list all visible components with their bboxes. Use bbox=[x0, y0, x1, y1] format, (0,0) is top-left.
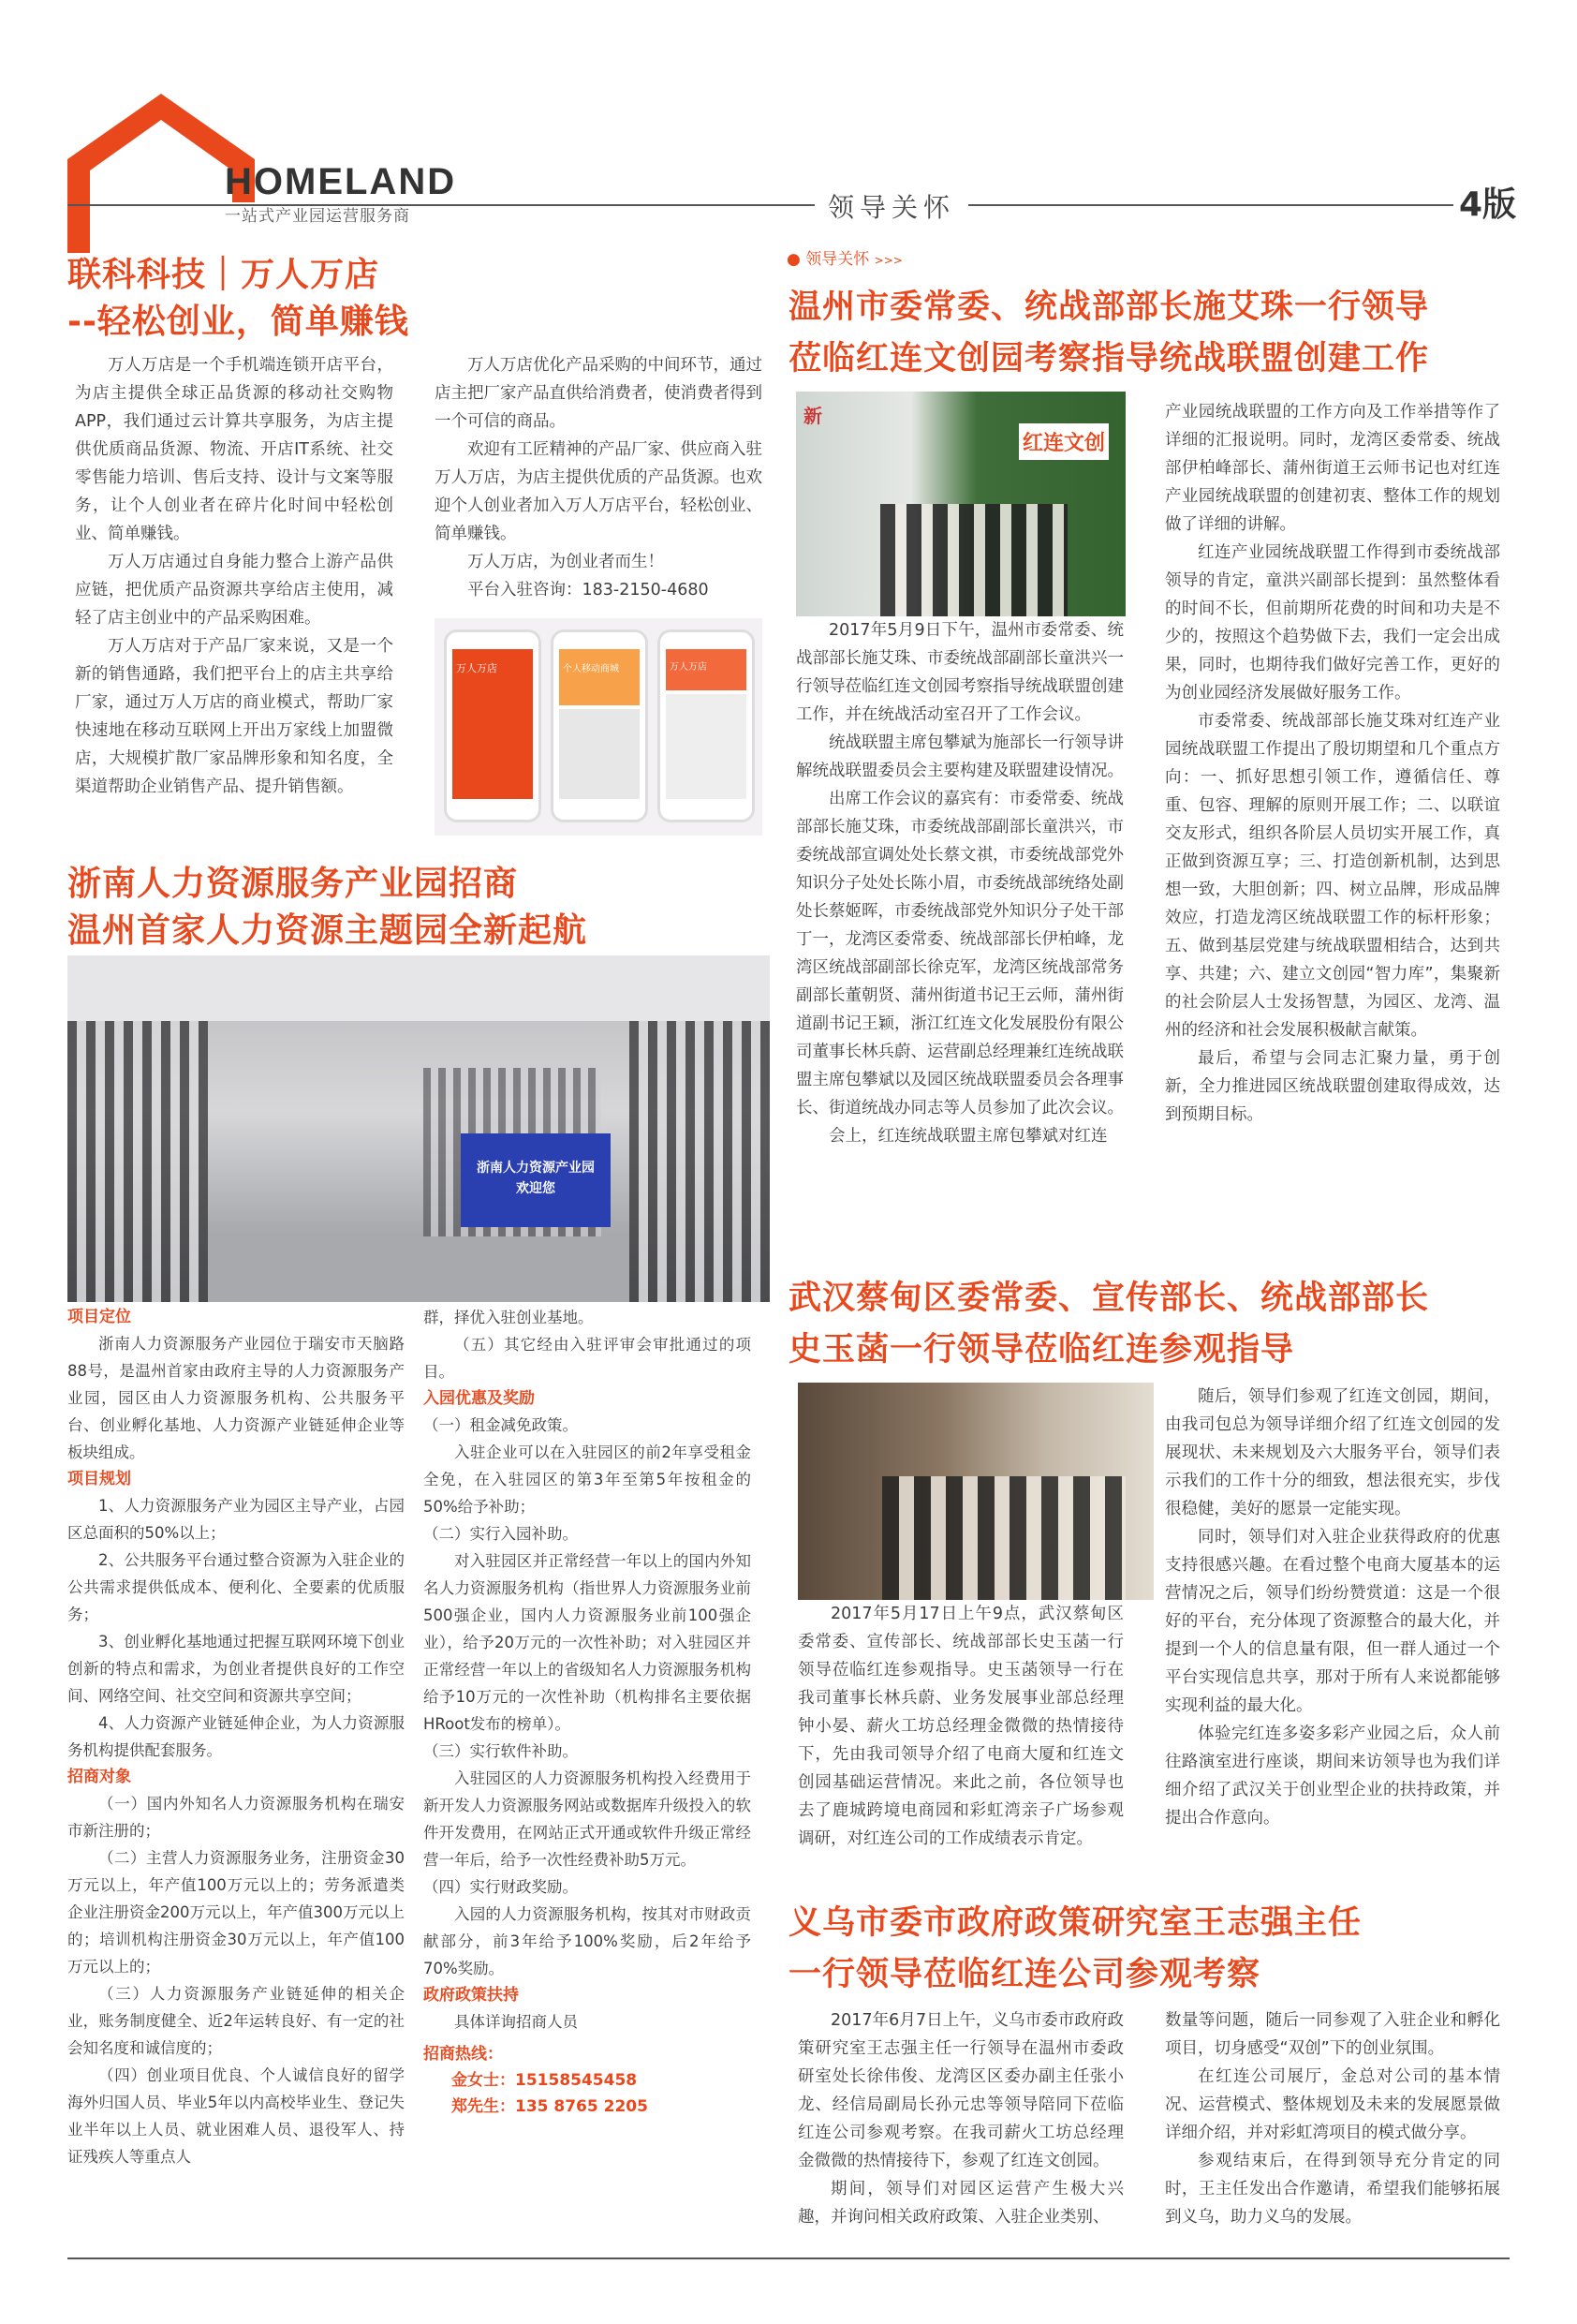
b1-column-2 bbox=[1165, 398, 1500, 1129]
b3-para: 2017年6月7日上午，义乌市委市政府政策研究室王志强主任一行领导在温州市委政研室处长徐伟俊、龙湾区区委办副主任张小龙、经信局副局长孙元忠等领导陪同下莅临红连公司参观考察。在我司薪火工坊总经理金微微的热情接待下，参观了红连文创园。 bbox=[798, 2011, 1124, 2170]
b1-para: 出席工作会议的嘉宾有：市委常委、统战部部长施艾珠，市委统战部副部长童洪兴，市委统战部宣调处处长蔡文祺，市委统战部党外知识分子处处长陈小眉，市委统战部统络处副处长蔡姬晖，市委统战部党外知识分子处干部丁一，龙湾区委常委、统战部部长伊柏峰，龙湾区统战部副部长徐克军，龙湾区统战部常务副部长董朝贤、蒲州街道书记王云师，蒲州街道副书记王颖，浙江红连文化发展股份有限公司董事长林兵蔚、运营副总经理兼红连统战联盟主席包攀斌以及园区统战联盟委员会各理事长、街道统战办同志等人员参加了此次会议。 bbox=[796, 790, 1124, 1118]
page-number: 4版 bbox=[1453, 178, 1522, 226]
b3-para: 期间，领导们对园区运营产生极大兴趣，并询问相关政府政策、入驻企业类别、 bbox=[798, 2180, 1124, 2227]
app-phones-image bbox=[435, 618, 762, 836]
section-tag bbox=[787, 245, 903, 269]
a1-title-line2: --轻松创业，简单赚钱 bbox=[67, 303, 409, 341]
a1-para: 万人万店对于产品厂家来说，又是一个新的销售通路，我们把平台上的店主共享给厂家，通过万人万店的商业模式，帮助厂家快速地在移动互联网上开出万家线上加盟微店，大规模扩散厂家品牌形象和知名度，全渠道帮助企业销售产品、提升销售额。 bbox=[75, 637, 393, 796]
a2-para: （二）实行入园补助。 bbox=[423, 1525, 578, 1543]
b3-title-line2: 一行领导莅临红连公司参观考察 bbox=[788, 1956, 1261, 1993]
welcome-screen bbox=[461, 1133, 611, 1227]
a2-column-2 bbox=[423, 1304, 751, 2120]
b1-para: 产业园统战联盟的工作方向及工作举措等作了详细的汇报说明。同时，龙湾区委常委、统战部伊柏峰部长、蒲州街道王云师书记也对红连产业园统战联盟的创建初衷、整体工作的规划做了详细的讲解。 bbox=[1165, 403, 1500, 534]
b2-column-1 bbox=[798, 1600, 1124, 1853]
a2-subheading: 入园优惠及奖励 bbox=[423, 1389, 535, 1408]
a1-column-2 bbox=[435, 351, 762, 604]
brand-name: HOMELAND bbox=[225, 161, 457, 202]
a1-contact: 平台入驻咨询：183-2150-4680 bbox=[467, 581, 709, 600]
a2-para: 具体详询招商人员 bbox=[454, 2013, 578, 2031]
a2-para: 浙南人力资源服务产业园位于瑞安市天脑路88号，是温州首家由政府主导的人力资源服务产业园，园区由人力资源服务机构、公共服务平台、创业孵化基地、人力资源产业链延伸企业等板块组成。 bbox=[67, 1335, 405, 1461]
b2-para: 同时，领导们对入驻企业获得政府的优惠支持很感兴趣。在看过整个电商大厦基本的运营情况之后，领导们纷纷赞赏道：这是一个很好的平台，充分体现了资源整合的最大化，并提到一个人的信息量有限，但一群人通过一个平台实现信息共享，那对于所有人来说都能够实现利益的最大化。 bbox=[1165, 1528, 1500, 1715]
phone-label: 万人万店 bbox=[456, 662, 497, 674]
a2-subheading: 政府政策扶持 bbox=[423, 1986, 519, 2005]
a2-para: （二）主营人力资源服务业务，注册资金30万元以上，年产值100万元以上的；劳务派遣类企业注册资金200万元以上，年产值300万元以上的；培训机构注册资金30万元以上，年产值100万元以上的； bbox=[67, 1849, 405, 1976]
b1-para: 红连产业园统战联盟工作得到市委统战部领导的肯定，童洪兴副部长提到：虽然整体看的时间不长，但前期所花费的时间和功夫是不少的，按照这个趋势做下去，我们一定会出成果，同时，也期待我们做好完善工作，更好的为创业园经济发展做好服务工作。 bbox=[1165, 543, 1500, 703]
a2-para: 群，择优入驻创业基地。 bbox=[423, 1309, 594, 1326]
section-tag-label: 领导关怀 bbox=[805, 250, 870, 269]
a2-para: 入园的人力资源服务机构，按其对市财政贡献部分，前3年给予100%奖励，后2年给予70%奖励。 bbox=[423, 1905, 751, 1977]
a2-para: （三）人力资源服务产业链延伸的相关企业，账务制度健全、近2年运转良好、有一定的社会知名度和诚信度的； bbox=[67, 1985, 405, 2057]
footer-rule bbox=[67, 2257, 1510, 2259]
hotline-heading: 招商热线： bbox=[423, 2045, 503, 2064]
a1-column-1 bbox=[75, 351, 393, 801]
masthead-rule bbox=[67, 204, 1510, 206]
a2-para: （五）其它经由入驻评审会审批通过的项目。 bbox=[423, 1336, 751, 1381]
b2-para: 2017年5月17日上午9点，武汉蔡甸区委常委、宣传部长、统战部部长史玉菡一行领导莅临红连参观指导。史玉菡领导一行在我司董事长林兵蔚、业务发展事业部总经理钟小晏、薪火工坊总经理金微微的热情接待下，先由我司领导介绍了电商大厦和红连文创园基础运营情况。来此之前，各位领导也去了鹿城跨境电商园和彩虹湾亲子广场参观调研，对红连公司的工作成绩表示肯定。 bbox=[798, 1605, 1124, 1848]
b3-title-line1: 义乌市委市政府政策研究室王志强主任 bbox=[788, 1904, 1363, 1942]
screen-line: 欢迎您 bbox=[516, 1181, 555, 1196]
a1-para: 万人万店，为创业者而生！ bbox=[467, 553, 664, 571]
hotline-contact: 郑先生：135 8765 2205 bbox=[451, 2097, 648, 2116]
a2-para: （一）国内外知名人力资源服务机构在瑞安市新注册的； bbox=[67, 1795, 405, 1840]
b1-group-photo: 新 红连文创 bbox=[796, 392, 1126, 616]
a1-para: 万人万店优化产品采购的中间环节，通过店主把厂家产品直供给消费者，使消费者得到一个可信的商品。 bbox=[435, 356, 762, 431]
b3-para: 在红连公司展厅，金总对公司的基本情况、运营模式、整体规划及未来的发展愿景做详细介绍，并对彩虹湾项目的模式做分享。 bbox=[1165, 2067, 1500, 2142]
a1-title-line1: 联科科技｜万人万店 bbox=[67, 256, 380, 294]
b2-visit-photo bbox=[798, 1383, 1154, 1600]
a2-para: 1、人力资源服务产业为园区主导产业，占园区总面积的50%以上； bbox=[67, 1497, 405, 1542]
a2-para: 3、创业孵化基地通过把握互联网环境下创业创新的特点和需求，为创业者提供良好的工作空间、网络空间、社交空间和资源共享空间； bbox=[67, 1633, 405, 1705]
b2-title-line2: 史玉菡一行领导莅临红连参观指导 bbox=[788, 1331, 1295, 1369]
a2-para: （四）实行财政奖励。 bbox=[423, 1878, 578, 1896]
photo-sign: 红连文创 bbox=[1019, 423, 1109, 460]
b3-column-2 bbox=[1165, 2006, 1500, 2231]
phone-mockup bbox=[551, 629, 648, 822]
b3-para: 参观结束后，在得到领导充分肯定的同时，王主任发出合作邀请，希望我们能够拓展到义乌，助力义乌的发展。 bbox=[1165, 2152, 1500, 2227]
b1-title-line2: 莅临红连文创园考察指导统战联盟创建工作 bbox=[788, 340, 1430, 377]
b1-para: 市委常委、统战部部长施艾珠对红连产业园统战联盟工作提出了殷切期望和几个重点方向：一、抓好思想引领工作，遵循信任、尊重、包容、理解的原则开展工作；二、以联谊交友形式，组织各阶层人员切实开展工作，真正做到资源互享；三、打造创新机制，达到思想一致，大胆创新；四、树立品牌，形成品牌效应，打造龙湾区统战联盟工作的标杆形象；五、做到基层党建与统战联盟相结合，达到共享、共建；六、建立文创园“智力库”，集聚新的社会阶层人士发扬智慧，为园区、龙湾、温州的经济和社会发展积极献言献策。 bbox=[1165, 712, 1500, 1040]
arrows-icon: >>> bbox=[874, 254, 903, 267]
phone-label: 万人万店 bbox=[670, 662, 707, 673]
a1-para: 万人万店通过自身能力整合上游产品供应链，把优质产品资源共享给店主使用，减轻了店主创业中的产品采购困难。 bbox=[75, 553, 393, 628]
park-hall-photo bbox=[67, 955, 770, 1302]
b2-para: 随后，领导们参观了红连文创园，期间，由我司包总为领导详细介绍了红连文创园的发展现状、未来规划及六大服务平台，领导们表示我们的工作十分的细致，想法很充实，步伐很稳健，美好的愿景一定能实现。 bbox=[1165, 1387, 1500, 1518]
bullet-icon: ● bbox=[787, 250, 801, 269]
b2-column-2 bbox=[1165, 1383, 1500, 1832]
b3-para: 数量等问题，随后一同参观了入驻企业和孵化项目，切身感受“双创”下的创业氛围。 bbox=[1165, 2011, 1500, 2058]
phone-mockup bbox=[444, 629, 541, 822]
a1-para: 万人万店是一个手机端连锁开店平台，为店主提供全球正品货源的移动社交购物APP，我们通过云计算共享服务，为店主提供优质商品货源、物流、开店IT系统、社交零售能力培训、售后支持、设计与文案等服务，让个人创业者在碎片化时间中轻松创业、简单赚钱。 bbox=[75, 356, 393, 543]
hotline-contact: 金女士：15158545458 bbox=[451, 2071, 638, 2090]
b2-title-line1: 武汉蔡甸区委常委、宣传部长、统战部部长 bbox=[788, 1280, 1430, 1317]
a2-para: 入驻园区的人力资源服务机构投入经费用于新开发人力资源服务网站或数据库升级投入的软件开发费用，在网站正式开通或软件升级正常经营一年后，给予一次性经费补助5万元。 bbox=[423, 1769, 751, 1869]
b1-para: 统战联盟主席包攀斌为施部长一行领导讲解统战联盟委员会主要构建及联盟建设情况。 bbox=[796, 733, 1124, 780]
a2-para: （四）创业项目优良、个人诚信良好的留学海外归国人员、毕业5年以内高校毕业生、登记失业半年以上人员、就业困难人员、退役军人、持证残疾人等重点人 bbox=[67, 2066, 405, 2166]
a2-para: （一）租金减免政策。 bbox=[423, 1416, 578, 1434]
phone-label: 个人移动商城 bbox=[563, 664, 619, 674]
section-title: 领导关怀 bbox=[815, 187, 968, 225]
a2-subheading: 项目定位 bbox=[67, 1308, 131, 1326]
a2-subheading: 招商对象 bbox=[67, 1768, 131, 1786]
b1-para: 2017年5月9日下午，温州市委常委、统战部部长施艾珠、市委统战部副部长童洪兴一行领导莅临红连文创园考察指导统战联盟创建工作，并在统战活动室召开了工作会议。 bbox=[796, 621, 1124, 724]
a1-para: 欢迎有工匠精神的产品厂家、供应商入驻万人万店，为店主提供优质的产品货源。也欢迎个人创业者加入万人万店平台，轻松创业、简单赚钱。 bbox=[435, 440, 762, 543]
a2-para: （三）实行软件补助。 bbox=[423, 1742, 578, 1760]
a2-column-1 bbox=[67, 1304, 405, 2170]
b1-para: 最后，希望与会同志汇聚力量，勇于创新，全力推进园区统战联盟创建取得成效，达到预期目标。 bbox=[1165, 1049, 1500, 1124]
b1-title-line1: 温州市委常委、统战部部长施艾珠一行领导 bbox=[788, 289, 1430, 326]
brand-tagline: 一站式产业园运营服务商 bbox=[225, 202, 416, 226]
a2-subheading: 项目规划 bbox=[67, 1470, 131, 1488]
phone-mockup bbox=[657, 629, 755, 822]
a2-para: 入驻企业可以在入驻园区的前2年享受租金全免，在入驻园区的第3年至第5年按租金的50%给予补助； bbox=[423, 1443, 751, 1516]
b2-para: 体验完红连多姿多彩产业园之后，众人前往路演室进行座谈，期间来访领导也为我们详细介绍了武汉关于创业型企业的扶持政策，并提出合作意向。 bbox=[1165, 1724, 1500, 1828]
b1-para: 会上，红连统战联盟主席包攀斌对红连 bbox=[829, 1127, 1108, 1146]
a2-title-line2: 温州首家人力资源主题园全新起航 bbox=[67, 911, 588, 950]
b3-column-1 bbox=[798, 2006, 1124, 2231]
screen-line: 浙南人力资源产业园 bbox=[477, 1161, 595, 1176]
a2-para: 2、公共服务平台通过整合资源为入驻企业的公共需求提供低成本、便利化、全要素的优质服务； bbox=[67, 1551, 405, 1623]
a2-para: 4、人力资源产业链延伸企业，为人力资源服务机构提供配套服务。 bbox=[67, 1714, 405, 1759]
a2-title-line1: 浙南人力资源服务产业园招商 bbox=[67, 865, 519, 903]
a2-para: 对入驻园区并正常经营一年以上的国内外知名人力资源服务机构（指世界人力资源服务业前500强企业，国内人力资源服务业前100强企业），给予20万元的一次性补助；对入驻园区并正常经营一年以上的省级知名人力资源服务机构给予10万元的一次性补助（机构排名主要依据HRoot发布的榜单）。 bbox=[423, 1552, 751, 1733]
b1-column-1 bbox=[796, 616, 1124, 1150]
